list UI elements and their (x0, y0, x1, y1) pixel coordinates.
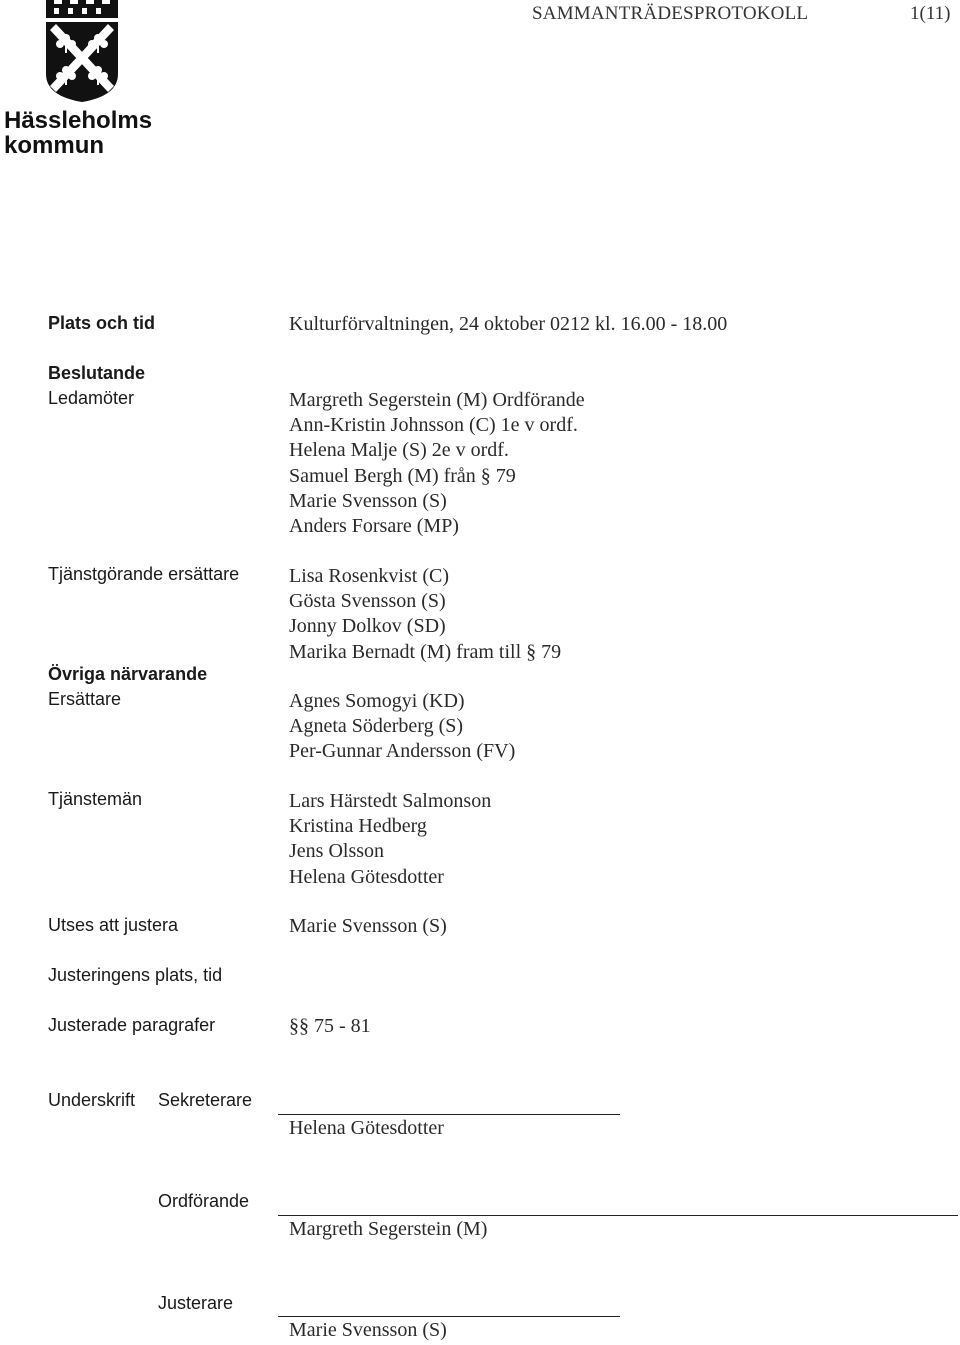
label-beslutande: Beslutande (48, 363, 146, 383)
tjanstgorande-ersattare-list (289, 564, 561, 665)
label-plats-och-tid: Plats och tid (48, 313, 156, 333)
logo-text (4, 108, 152, 158)
label-ovriga-narvarande: Övriga närvarande (48, 664, 208, 684)
label-ersattare: Ersättare (48, 689, 122, 709)
page-number: 1(11) (910, 3, 951, 24)
list-item: Samuel Bergh (M) från § 79 (289, 464, 516, 487)
list-item: Anders Forsare (MP) (289, 515, 459, 538)
label-ordforande: Ordförande (158, 1191, 250, 1211)
tjansteman-list (289, 789, 491, 890)
value-utses-att-justera: Marie Svensson (S) (289, 915, 447, 937)
list-item: Marika Bernadt (M) fram till § 79 (289, 640, 562, 663)
label-underskrift: Underskrift (48, 1090, 136, 1110)
value-sekreterare-namn: Helena Götesdotter (289, 1117, 444, 1139)
label-tjansteman: Tjänstemän (48, 789, 143, 809)
signature-line-ordforande (278, 1215, 958, 1216)
value-justerade-paragrafer: §§ 75 - 81 (289, 1015, 371, 1037)
label-justeringens-plats-tid: Justeringens plats, tid (48, 965, 223, 985)
ledamoter-list (289, 388, 585, 539)
list-item: Jonny Dolkov (SD) (289, 615, 446, 638)
label-tjanstgorande-ersattare: Tjänstgörande ersättare (48, 564, 240, 584)
list-item: Kristina Hedberg (289, 815, 427, 838)
label-utses-att-justera: Utses att justera (48, 915, 179, 935)
list-item: Lars Härstedt Salmonson (289, 790, 492, 812)
list-item: Jens Olsson (289, 840, 385, 863)
document-title: SAMMANTRÄDESPROTOKOLL (532, 3, 809, 24)
signature-line-sekreterare (278, 1114, 620, 1115)
list-item: Agneta Söderberg (S) (289, 715, 464, 738)
list-item: Gösta Svensson (S) (289, 590, 446, 613)
value-ordforande-namn: Margreth Segerstein (M) (289, 1218, 488, 1240)
value-plats-och-tid: Kulturförvaltningen, 24 oktober 0212 kl. 16.00 - 18.00 (289, 313, 728, 335)
label-sekreterare: Sekreterare (158, 1090, 253, 1110)
list-item: Ann-Kristin Johnsson (C) 1e v ordf. (289, 414, 578, 437)
list-item: Marie Svensson (S) (289, 489, 447, 512)
signature-line-justerare (278, 1316, 620, 1317)
label-ledamoter: Ledamöter (48, 388, 135, 408)
list-item: Helena Malje (S) 2e v ordf. (289, 439, 509, 462)
value-justerare-namn: Marie Svensson (S) (289, 1319, 447, 1341)
list-item: Per-Gunnar Andersson (FV) (289, 740, 516, 763)
label-justerade-paragrafer: Justerade paragrafer (48, 1015, 216, 1035)
logo-text-line-2: kommun (4, 132, 105, 159)
list-item: Helena Götesdotter (289, 865, 444, 888)
list-item: Agnes Somogyi (KD) (289, 690, 465, 712)
label-justerare: Justerare (158, 1293, 234, 1313)
ersattare-list (289, 689, 515, 765)
list-item: Margreth Segerstein (M) Ordförande (289, 389, 585, 411)
logo-text-line-1: Hässleholms (4, 107, 153, 134)
list-item: Lisa Rosenkvist (C) (289, 565, 449, 587)
